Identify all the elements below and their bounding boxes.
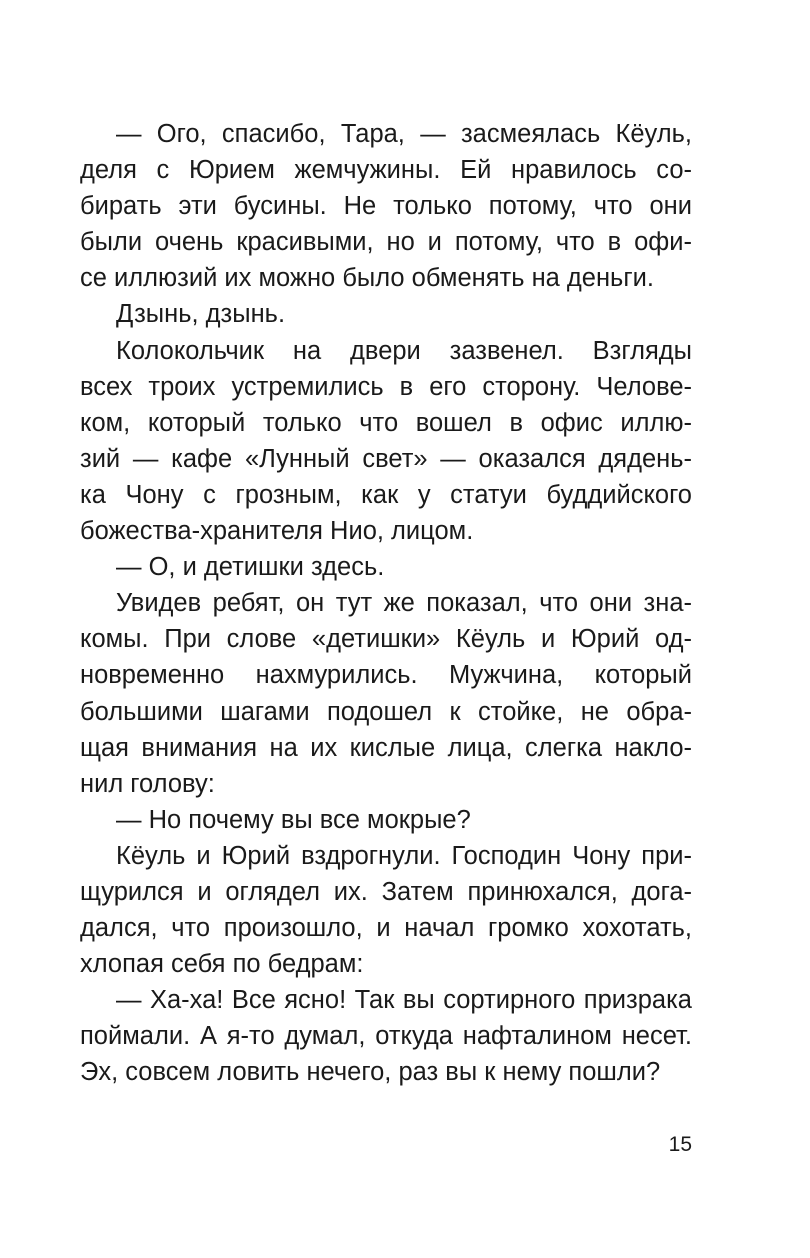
text-line: нил голову: — [80, 769, 215, 798]
book-page-text — [80, 116, 692, 1091]
text-line: деля с Юрием жемчужины. Ей нравилось со- — [80, 156, 692, 185]
text-line: Эх, совсем ловить нечего, раз вы к нему пошли? — [80, 1058, 661, 1087]
text-line: дался, что произошло, и начал громко хохотать, — [80, 914, 692, 943]
text-line: хлопая себя по бедрам: — [80, 950, 364, 979]
paragraph — [80, 549, 692, 585]
text-line: — Ха-ха! Все ясно! Так вы сортирного призрака — [116, 986, 692, 1015]
paragraph — [80, 296, 692, 332]
text-line: зий — кафе «Лунный свет» — оказался дядень- — [80, 444, 692, 473]
text-line: Увидев ребят, он тут же показал, что они зна- — [116, 589, 692, 618]
text-line: новременно нахмурились. Мужчина, который — [80, 661, 692, 690]
text-line: се иллюзий их можно было обменять на деньги. — [80, 264, 654, 293]
paragraph — [80, 116, 692, 296]
text-line: божества-хранителя Нио, лицом. — [80, 517, 474, 546]
text-line: щая внимания на их кислые лица, слегка накло- — [80, 733, 692, 762]
text-line: бирать эти бусины. Не только потому, что они — [80, 192, 692, 221]
text-line: — Но почему вы все мокрые? — [116, 805, 471, 834]
text-line: поймали. А я-то думал, откуда нафталином несет. — [80, 1022, 692, 1051]
text-line: Дзынь, дзынь. — [116, 300, 286, 329]
text-line: комы. При слове «детишки» Кёуль и Юрий од- — [80, 625, 692, 654]
text-line: ка Чону с грозным, как у статуи буддийского — [80, 480, 692, 509]
text-line: Колокольчик на двери зазвенел. Взгляды — [116, 336, 692, 365]
text-line: Кёуль и Юрий вздрогнули. Господин Чону при- — [116, 841, 692, 870]
paragraph — [80, 585, 692, 802]
paragraph — [80, 982, 692, 1090]
paragraph — [80, 838, 692, 982]
text-line: — Ого, спасибо, Тара, — засмеялась Кёуль, — [116, 120, 692, 148]
text-line: щурился и оглядел их. Затем принюхался, дога- — [80, 877, 692, 906]
text-line: были очень красивыми, но и потому, что в офи- — [80, 228, 692, 257]
paragraph — [80, 802, 692, 838]
page-number: 15 — [668, 1133, 692, 1156]
text-line: всех троих устремились в его сторону. Челове- — [80, 372, 692, 401]
text-line: ком, который только что вошел в офис иллю- — [80, 408, 692, 437]
text-line: большими шагами подошел к стойке, не обра- — [80, 697, 692, 726]
text-line: — О, и детишки здесь. — [116, 553, 385, 582]
paragraph — [80, 333, 692, 550]
